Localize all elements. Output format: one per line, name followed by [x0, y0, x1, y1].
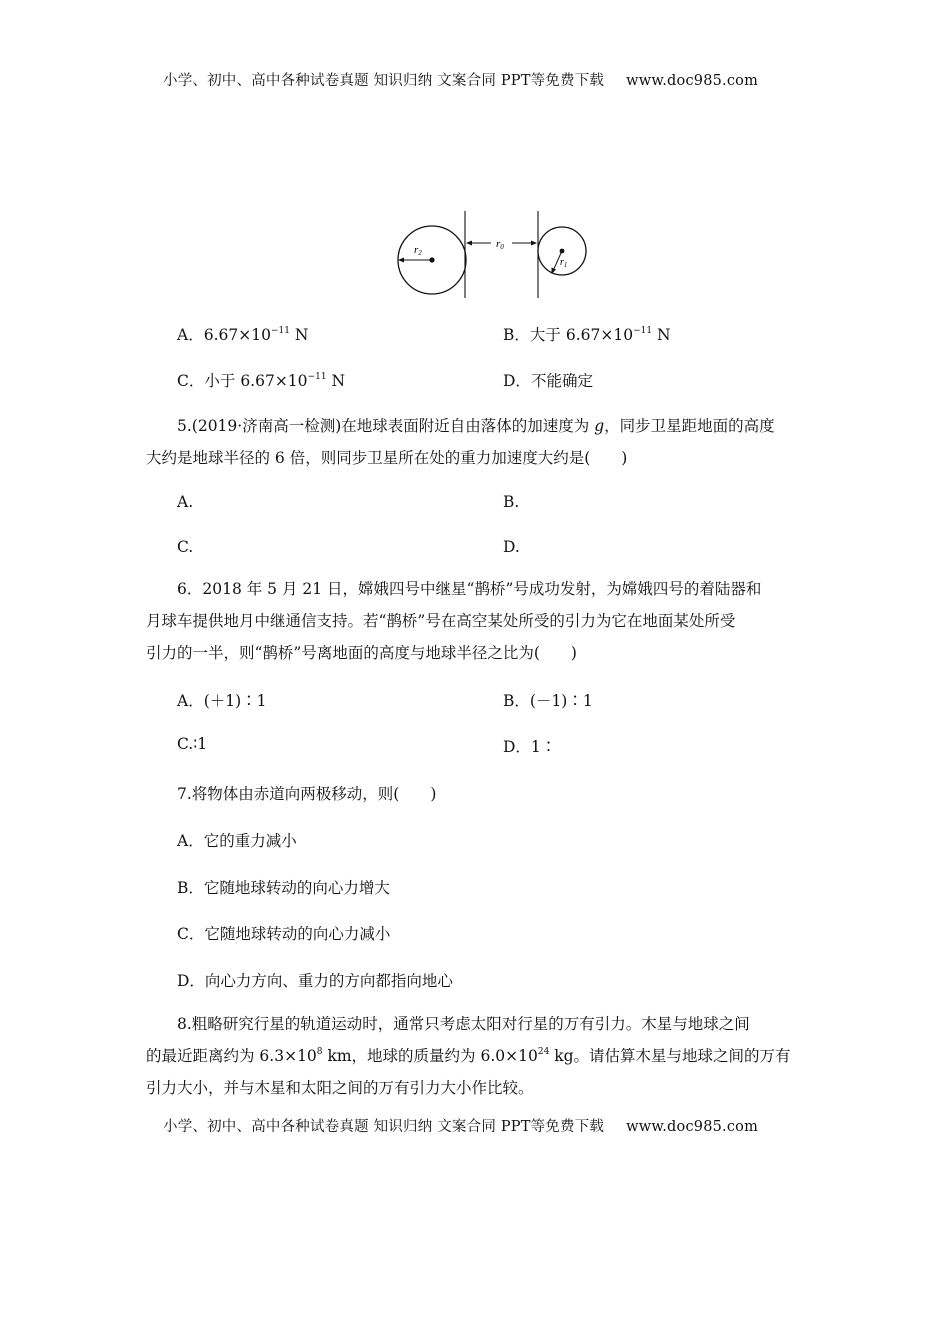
question-6-stem: 6．2018 年 5 月 21 日，嫦娥四号中继星“鹊桥”号成功发射，为嫦娥四号的着陆器和 月球车提供地月中继通信支持。若“鹊桥”号在高空某处所受的引力为它在地面某处所受 引力的一半，则“鹊桥”号离地面的高度与地球半径之比为( ) — [146, 580, 762, 662]
r0-arrow-right — [531, 241, 537, 246]
q7-option-a: A．它的重力减小 — [177, 832, 297, 850]
q6-option-c: C.∶1 — [177, 735, 208, 753]
page-footer — [163, 1115, 758, 1136]
q7-option-b: B．它随地球转动的向心力增大 — [177, 879, 390, 897]
question-8-stem: 8.粗略研究行星的轨道运动时，通常只考虑太阳对行星的万有引力。木星与地球之间 的最近距离约为 $6.3\times 10^8$ km，地球的质量约为 $6.0\times 10^{24}$ kg。请估算木星与地球之间的万有 引力大小，并与木星和太阳之间的万有引力大小作比较。 — [146, 1015, 791, 1097]
q4-option-a: A．$6.67\times 10^{-11}$ N — [177, 326, 309, 344]
q4-option-d: D．不能确定 — [503, 372, 593, 390]
question-5-stem: 5.(2019·济南高一检测)在地球表面附近自由落体的加速度为 g，同步卫星距地面的高度 大约是地球半径的 6 倍，则同步卫星所在处的重力加速度大约是( ) — [146, 417, 775, 467]
label-r2: r2 — [414, 244, 422, 257]
question-7-stem: 7.将物体由赤道向两极移动，则( ) — [177, 785, 437, 803]
header-url: www.doc985.com — [626, 73, 759, 89]
q6-option-a: A．(＋1)∶1 — [177, 692, 267, 710]
footer-text: 小学、初中、高中各种试卷真题 知识归纳 文案合同 PPT等免费下载 — [163, 1119, 605, 1135]
q5-option-c: C. — [177, 538, 194, 556]
right-sphere-center — [560, 249, 565, 254]
q6-option-d: D．1∶ — [503, 738, 557, 756]
header-text: 小学、初中、高中各种试卷真题 知识归纳 文案合同 PPT等免费下载 — [163, 73, 605, 89]
radius-r2-arrow — [398, 258, 404, 263]
footer-url: www.doc985.com — [626, 1119, 759, 1135]
page-header — [163, 69, 758, 90]
q7-option-d: D．向心力方向、重力的方向都指向地心 — [177, 972, 453, 990]
q4-option-b: B．大于 $6.67\times 10^{-11}$ N — [503, 326, 671, 344]
spheres-figure — [385, 208, 595, 300]
q7-option-c: C．它随地球转动的向心力减小 — [177, 925, 391, 943]
q5-option-d: D. — [503, 538, 520, 556]
label-r0: r0 — [496, 238, 504, 251]
r0-arrow-left — [466, 241, 472, 246]
q4-option-c: C．小于 $6.67\times 10^{-11}$ N — [177, 372, 346, 390]
q5-option-b: B. — [503, 493, 520, 511]
q6-option-b: B．(－1)∶1 — [503, 692, 593, 710]
label-r1: $r_1$ — [560, 257, 568, 269]
q5-option-a: A. — [177, 493, 194, 511]
